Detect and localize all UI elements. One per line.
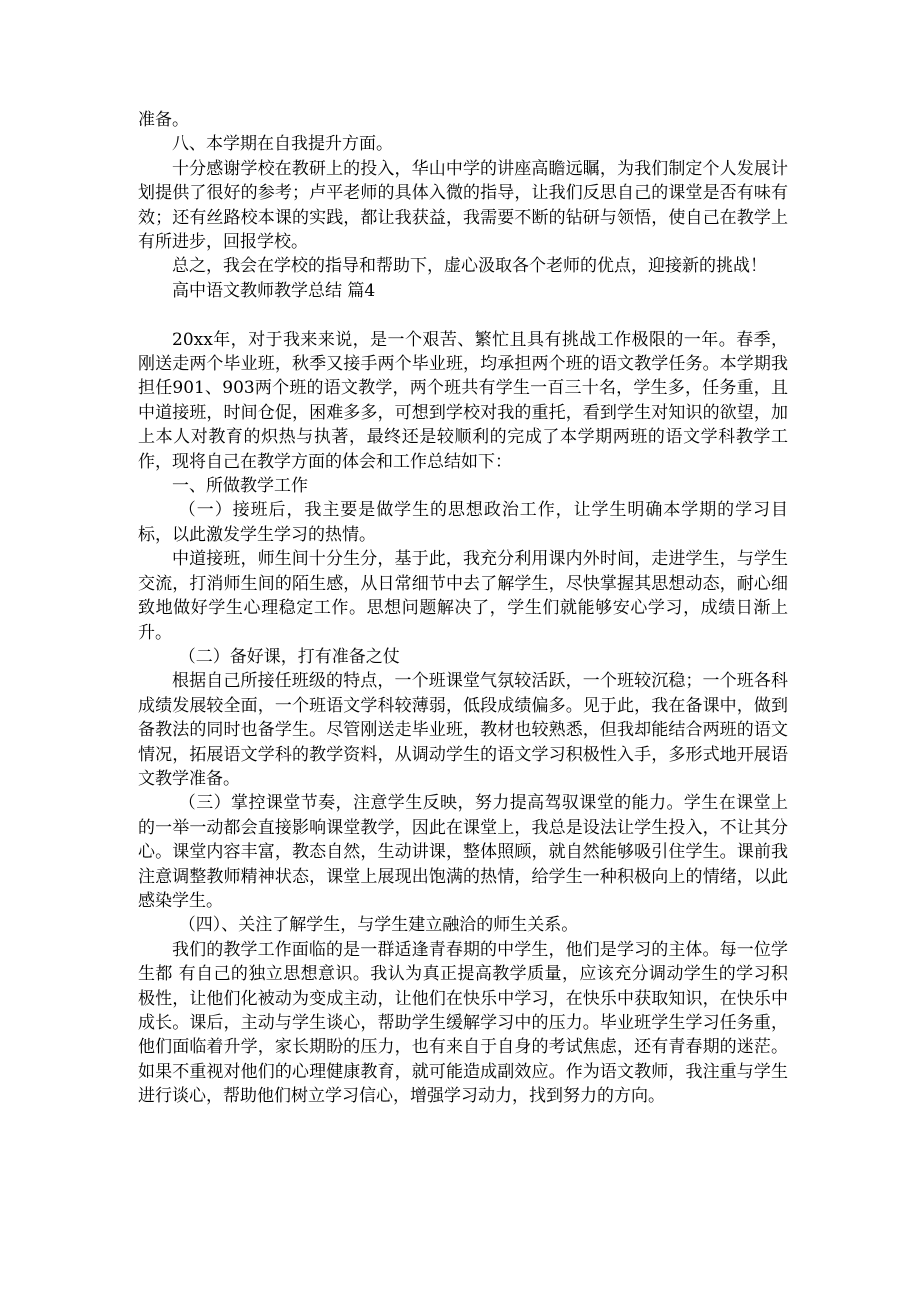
paragraph-taking-over: 中道接班，师生间十分生分，基于此，我充分利用课内外时间，走进学生，与学生交流，打消师生间的陌生感，从日常细节中去了解学生，尽快掌握其思想动态，耐心细致地做好学生心理稳定工作。思想问题解决了，学生们就能够安心学习，成绩日渐上升。: [138, 549, 788, 643]
article-title: 高中语文教师教学总结 篇4: [172, 280, 376, 301]
paragraph-continuation: 准备。: [138, 110, 189, 130]
paragraph-intro: 20xx年，对于我来来说，是一个艰苦、繁忙且具有挑战工作极限的一年。春季，刚送走两个毕业班，秋季又接手两个毕业班，均承担两个班的语文教学任务。本学期我担任901、903两个班的语文教学，两个班共有学生一百三十名，学生多，任务重，且中道接班，时间仓促，困难多多，可想到学校对我的重托，看到学生对知识的欲望，加上本人对教育的炽热与执著，最终还是较顺利的完成了本学期两班的语文学科教学工作，现将自己在教学方面的体会和工作总结如下：: [138, 329, 788, 472]
subheading-four: （四）、关注了解学生，与学生建立融洽的师生关系。: [178, 915, 579, 936]
section-heading-teaching-work: 一、所做教学工作: [172, 476, 308, 497]
paragraph-thanks: 十分感谢学校在教研上的投入，华山中学的讲座高瞻远瞩，为我们制定个人发展计划提供了很好的参考；卢平老师的具体入微的指导，让我们反思自己的课堂是否有味有效；还有丝路校本课的实践，都让我获益，我需要不断的钻研与领悟，使自己在教学上有所进步，回报学校。: [138, 158, 788, 253]
section-heading-self-improvement: 八、本学期在自我提升方面。: [172, 134, 393, 155]
subheading-one: （一）接班后，我主要是做学生的思想政治工作，让学生明确本学期的学习目标，以此激发学生学习的热情。: [138, 500, 788, 545]
subheading-two: （二）备好课，打有准备之仗: [178, 646, 400, 667]
blank-line: [138, 303, 788, 327]
paragraph-classroom-control: （三）掌控课堂节奏，注意学生反映，努力提高驾驭课堂的能力。学生在课堂上的一举一动都会直接影响课堂教学，因此在课堂上，我总是设法让学生投入，不让其分心。课堂内容丰富，教态自然，生动讲课，整体照顾，就自然能够吸引住学生。课前我注意调整教师精神状态，课堂上展现出饱满的热情，给学生一种积极向上的情绪，以此感染学生。: [138, 793, 788, 911]
paragraph-lesson-prep: 根据自己所接任班级的特点，一个班课堂气氛较活跃，一个班较沉稳；一个班各科成绩发展较全面，一个班语文学科较薄弱，低段成绩偏多。见于此，我在备课中，做到备教法的同时也备学生。尽管刚送走毕业班，教材也较熟悉，但我却能结合两班的语文情况，拓展语文学科的教学资料，从调动学生的语文学习积极性入手，多形式地开展语文教学准备。: [138, 671, 788, 789]
document-page: [138, 108, 788, 1109]
paragraph-student-relations: 我们的教学工作面临的是一群适逢青春期的中学生，他们是学习的主体。每一位学生都 有自己的独立思想意识。我认为真正提高教学质量，应该充分调动学生的学习积极性，让他们化被动为变成主动，让他们在快乐中学习，在快乐中获取知识，在快乐中成长。课后，主动与学生谈心，帮助学生缓解学习中的压力。毕业班学生学习任务重，他们面临着升学，家长期盼的压力，也有来自于自身的考试焦虑，还有青春期的迷茫。如果不重视对他们的心理健康教育，就可能造成副效应。作为语文教师，我注重与学生进行谈心，帮助他们树立学习信心，增强学习动力，找到努力的方向。: [138, 939, 788, 1107]
paragraph-conclusion: 总之，我会在学校的指导和帮助下，虚心汲取各个老师的优点，迎接新的挑战！: [172, 256, 767, 277]
